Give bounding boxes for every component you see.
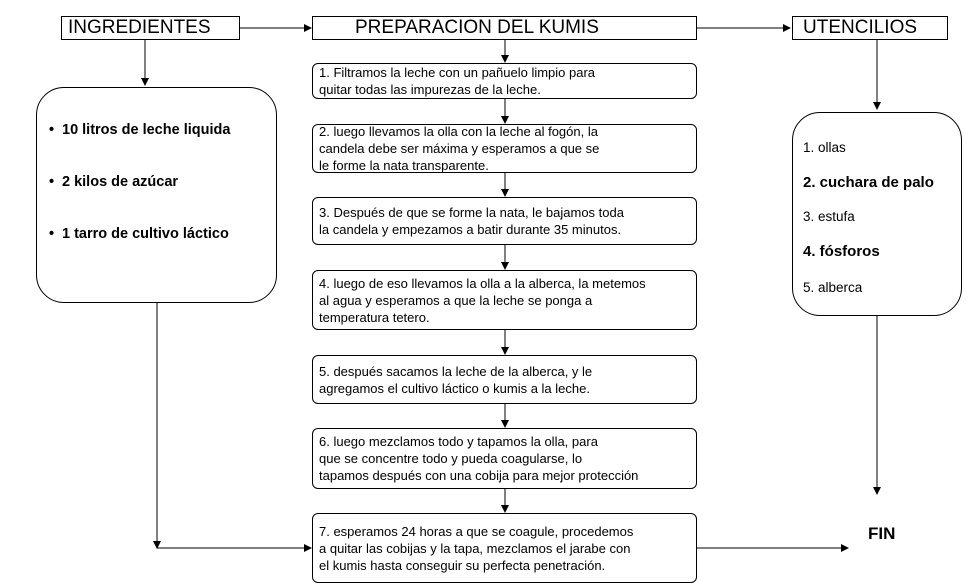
step-7: [312, 513, 697, 583]
fin-label: FIN: [868, 524, 896, 543]
utensil-item: 2. cuchara de palo: [803, 174, 934, 191]
ingredient-item: [49, 174, 178, 190]
step-text: 6. luego mezclamos todo y tapamos la olla, para que se concentre todo y pueda coagularse, lo tapamos después con una cobija para mejor protección: [319, 434, 639, 483]
bullet-icon: •: [49, 174, 55, 190]
step-6: [312, 428, 697, 489]
bullet-icon: •: [49, 226, 55, 242]
step-4: [312, 270, 697, 330]
utensil-item: 5. alberca: [803, 280, 863, 295]
ingredient-item: [49, 122, 230, 138]
utensil-item: 4. fósforos: [803, 243, 880, 260]
ingredient-label: 10 litros de leche liquida: [62, 122, 231, 138]
ingredient-label: 2 kilos de azúcar: [62, 174, 179, 190]
ingredientes-box: [36, 87, 277, 303]
step-text: 1. Filtramos la leche con un pañuelo limpio para quitar todas las impurezas de la leche.: [319, 65, 596, 97]
ingredientes-header-label: INGREDIENTES: [68, 17, 211, 38]
bullet-icon: •: [49, 122, 55, 138]
ingredient-item: [49, 226, 229, 242]
ingredientes-header: [61, 16, 240, 40]
step-2: [312, 124, 697, 173]
step-3: [312, 197, 697, 245]
preparacion-header-label: PREPARACION DEL KUMIS: [355, 17, 599, 38]
utencilios-box: [792, 112, 962, 316]
ingredient-label: 1 tarro de cultivo láctico: [62, 226, 229, 242]
utensil-item: 3. estufa: [803, 209, 855, 224]
step-1: [312, 63, 697, 99]
step-text: 7. esperamos 24 horas a que se coagule, procedemos a quitar las cobijas y la tapa, mezclamos el jarabe con el kumis hasta conseguir su perfecta penetración.: [319, 523, 634, 573]
step-5: [312, 355, 697, 404]
step-text: 2. luego llevamos la olla con la leche al fogón, la candela debe ser máxima y esperamos a que se le forme la nata transparente.: [319, 124, 600, 173]
utencilios-header-label: UTENCILIOS: [803, 17, 918, 38]
utencilios-header: [792, 16, 948, 40]
utensil-item: 1. ollas: [803, 140, 846, 155]
step-text: 5. después sacamos la leche de la alberca, y le agregamos el cultivo láctico o kumis a la leche.: [319, 363, 593, 396]
preparacion-header: [312, 16, 697, 40]
step-text: 4. luego de eso llevamos la olla a la alberca, la metemos al agua y esperamos a que la leche se ponga a temperatura tetero.: [319, 275, 646, 325]
step-text: 3. Después de que se forme la nata, le bajamos toda la candela y empezamos a batir durante 35 minutos.: [319, 205, 624, 237]
